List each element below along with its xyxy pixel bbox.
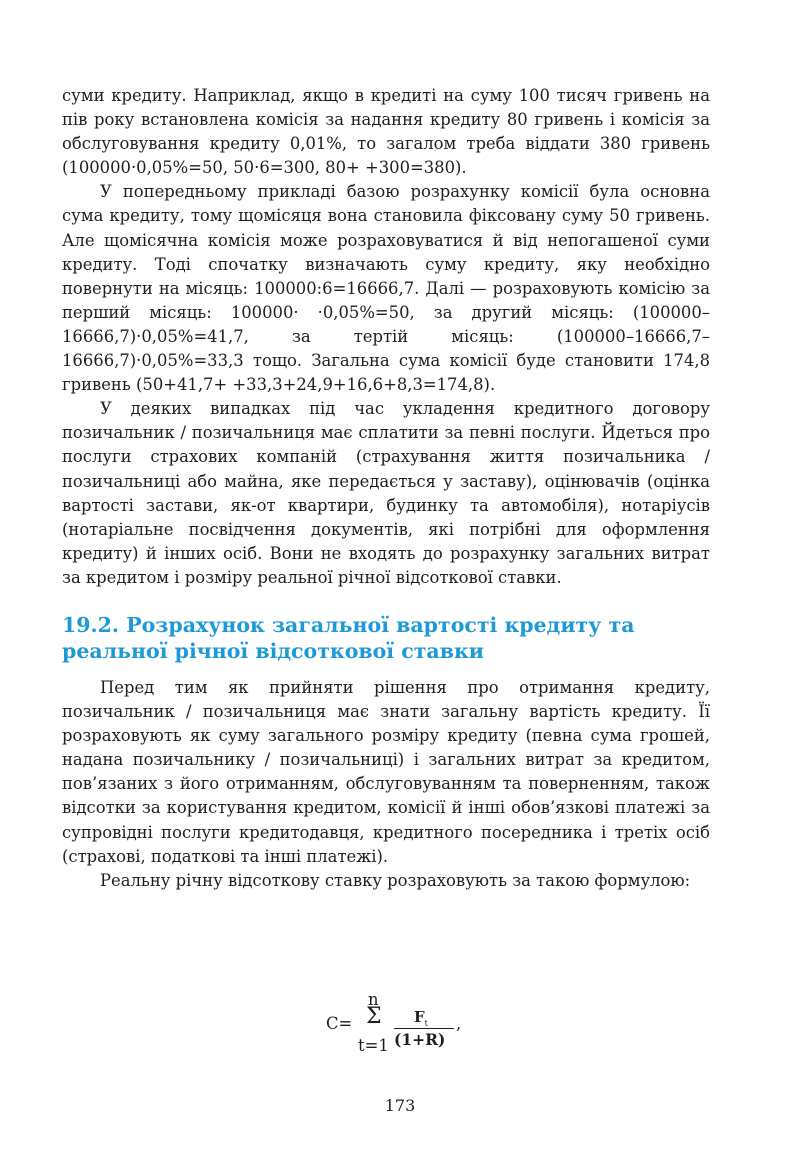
formula-lhs: C= bbox=[326, 1014, 353, 1033]
numerator-subscript: t bbox=[424, 1019, 428, 1028]
real-annual-rate-formula bbox=[326, 990, 486, 1060]
paragraph-commission-base: У попередньому прикладі базою розрахунку комісії була основна сума кредиту, тому щомісяця вона становила фіксовану суму 50 гривень. Але щомісячна комісія може розраховуватися й від непогашеної суми кредиту. Тоді спочатку визначають суму кредиту, яку необхідно повернути на місяць: 100000:6=16666,7. Далі — розраховують комісію за перший місяць: 100000· ·0,05%=50, за другий місяць: (100000–16666,7)·0,05%=41,7, за тертій місяць: (100000–16666,7–16666,7)·0,05%=33,3 тощо. Загальна сума комісії буде становити 174,8 гривень (50+41,7+ +33,3+24,9+16,6+8,3=174,8). bbox=[62, 182, 710, 395]
paragraph-total-cost: Перед тим як прийняти рішення про отримання кредиту, позичальник / позичальниця має знати загальну вартість кредиту. Її розраховують як суму загального розміру кредиту (певна сума грошей, надана позичальнику / позичальниці) і загальних витрат за кредитом, пов’язаних з його отриманням, обслуговуванням та поверненням, також відсотки за користування кредитом, комісії й інші обов’язкові платежі за супровідні послуги кредитодавця, кредитного посередника і третіх осіб (страхові, податкові та інші платежі). bbox=[62, 677, 710, 866]
formula-lower-limit: t=1 bbox=[358, 1036, 389, 1055]
formula-denominator: (1+R) bbox=[394, 1030, 446, 1049]
section-heading: 19.2. Розрахунок загальної вартості кредиту та реальної річної відсоткової ставки bbox=[62, 612, 635, 663]
sigma-symbol: Σ bbox=[366, 1004, 382, 1029]
paragraph-additional-services: У деяких випадках під час укладення кредитного договору позичальник / позичальниця має сплатити за певні послуги. Йдеться про послуги страхових компаній (страхування життя позичальника / позичальниці або майна, яке передається у заставу), оцінювачів (оцінка вартості застави, як-от квартири, будинку та автомобіля), нотаріусів (нотаріальне посвідчення документів, які потрібні для оформлення кредиту) й інших осіб. Вони не входять до розрахунку загальних витрат за кредитом і розміру реальної річної відсоткової ставки. bbox=[62, 399, 710, 587]
formula-upper-limit: n bbox=[368, 990, 379, 1009]
paragraph-formula-intro: Реальну річну відсоткову ставку розраховують за такою формулою: bbox=[100, 870, 691, 890]
formula-numerator bbox=[414, 1008, 428, 1028]
page-number: 173 bbox=[384, 1096, 416, 1115]
body-text bbox=[62, 84, 710, 893]
paragraph-continuation: суми кредиту. Наприклад, якщо в кредиті на суму 100 тисяч гривень на пів року встановлена комісія за надання кредиту 80 гривень і комісія за обслуговування кредиту 0,01%, то загалом треба віддати 380 гривень (100000·0,05%=50, 50·6=300, 80+ +300=380). bbox=[62, 86, 710, 178]
formula-trailing-comma: , bbox=[456, 1014, 462, 1033]
numerator-symbol: F bbox=[414, 1008, 425, 1026]
